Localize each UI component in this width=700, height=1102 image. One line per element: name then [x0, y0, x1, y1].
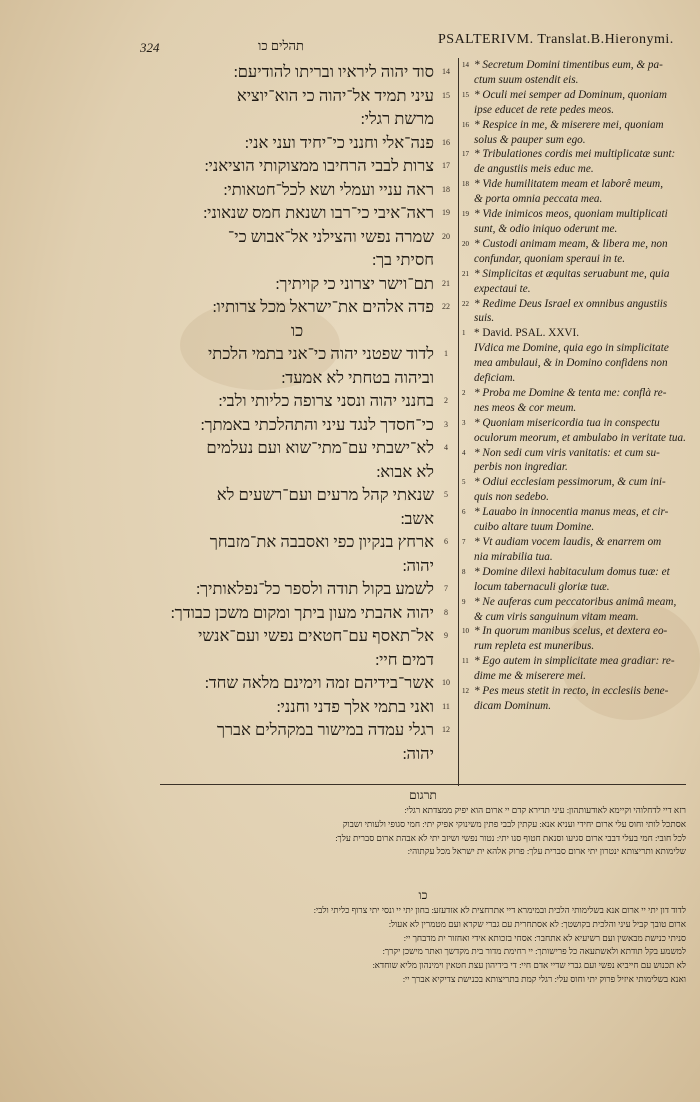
- verse-number: [438, 507, 454, 531]
- latin-verse-number: 6: [462, 508, 466, 517]
- verse-number: 5: [444, 490, 448, 499]
- latin-line: [462, 699, 690, 714]
- hebrew-line: צרות לבבי הרחיבו ממצוקותי הוציאני ׃: [204, 156, 434, 175]
- hebrew-line: שמרה נפשי והצילני אל־אבוש כי־: [227, 226, 434, 246]
- latin-verse-number: 17: [462, 150, 469, 159]
- latin-line: [462, 267, 690, 282]
- latin-verse-number: 9: [462, 597, 466, 606]
- verse-number: 6: [444, 537, 448, 546]
- latin-verse-number: 14: [462, 61, 469, 69]
- hebrew-line: כי־חסדך לנגד עיני והתהלכתי באמתך ׃: [200, 414, 434, 434]
- latin-line-text: perbis non ingrediar.: [474, 461, 568, 474]
- latin-line-text: * Oculi mei semper ad Dominum, quoniam: [474, 88, 667, 101]
- targum-line: ואנא בשלימותי איזיל פרוק יתי וחוס עלי ׃ רגלי קמת בתריצותא בכנישת צדיקיא אברך יי ׃: [402, 973, 686, 984]
- latin-line: [462, 520, 690, 535]
- verse-number: 22: [442, 302, 450, 311]
- latin-line-text: * Ego autem in simplicitate mea gradiar: re-: [474, 655, 675, 668]
- hebrew-line: לדוד שפטני יהוה כי־אני בתמי הלכתי: [207, 344, 434, 363]
- hebrew-line: ארחץ בנקיון כפי ואסבבה את־מזבחך: [209, 532, 434, 551]
- latin-line-text: * Respice in me, & miserere mei, quoniam: [474, 118, 664, 131]
- latin-line: [462, 610, 690, 625]
- latin-running-head: PSALTERIVM. Translat.B.Hieronymi.: [438, 32, 674, 47]
- latin-line-text: * Vide inimicos meos, quoniam multiplicati: [474, 208, 668, 221]
- latin-line-text: ipse educet de rete pedes meos.: [474, 103, 614, 116]
- targum-line: רזא דיי לדחלוהי וקיימא לאודעותהון ׃ עיני תדירא קדם יי ארום הוא יפיק ממצדתא רגלי ׃: [404, 805, 686, 815]
- targum-line: לא תכנוש עם חייביא נפשי ועם גברי שדיי אדם חיי ׃ די בידיהון עצת חטאין וימינהון מליא שוחדא ׃: [372, 960, 686, 971]
- hebrew-line: לשמע בקול תודה ולספר כל־נפלאותיך ׃: [195, 579, 434, 598]
- hebrew-text-column: [160, 60, 434, 780]
- latin-line: [462, 252, 690, 267]
- latin-line: [462, 550, 690, 565]
- folio-number: 324: [140, 40, 160, 55]
- hebrew-line: אשב ׃: [400, 508, 434, 528]
- latin-line-text: & cum viris sanguinum vitam meam.: [474, 610, 639, 623]
- verse-number: [438, 554, 454, 578]
- latin-line-text: de angustiis meis educ me.: [474, 163, 594, 176]
- latin-line: [462, 505, 690, 520]
- verse-number: [438, 366, 454, 390]
- latin-line: [462, 684, 690, 699]
- latin-line-text: confundar, quoniam speraui in te.: [474, 252, 626, 265]
- verse-number: 16: [442, 137, 450, 147]
- latin-line-text: locum tabernaculi gloriæ tuæ.: [474, 580, 610, 593]
- latin-line: [462, 326, 690, 341]
- latin-line: [462, 669, 690, 684]
- latin-line-text: nes meos & cor meum.: [474, 401, 577, 414]
- verse-number: [438, 107, 454, 131]
- latin-verse-number: 4: [462, 448, 466, 457]
- latin-verse-number: 11: [462, 657, 469, 666]
- latin-line-text: nia mirabilia tua.: [474, 550, 553, 563]
- hebrew-line: דמים חיי ׃: [374, 649, 434, 669]
- hebrew-line: סוד יהוה ליראיו ובריתו להודיעם ׃: [233, 62, 434, 81]
- verse-number: [438, 460, 454, 484]
- latin-line: [462, 624, 690, 639]
- latin-line-text: dicam Dominum.: [474, 699, 552, 712]
- latin-line: [462, 222, 690, 237]
- verse-number: 14: [442, 67, 450, 76]
- latin-line-text: * Custodi animam meam, & libera me, non: [474, 237, 668, 250]
- latin-line: [462, 401, 690, 416]
- latin-line: [462, 103, 690, 118]
- latin-line-text: * In quorum manibus scelus, et dextera eo-: [474, 625, 668, 638]
- hebrew-line: יהוה ׃: [402, 743, 434, 763]
- verse-number: 18: [442, 184, 450, 194]
- latin-line: [462, 297, 690, 312]
- latin-line: [462, 341, 690, 356]
- latin-verse-number: 19: [462, 210, 469, 219]
- verse-number: 2: [444, 396, 448, 405]
- hebrew-line: פדה אלהים את־ישראל מכל צרותיו ׃: [212, 297, 434, 316]
- latin-line-text: * Secretum Domini timentibus eum, & pa-: [474, 59, 663, 71]
- latin-line-text: * Quoniam misericordia tua in conspectu: [474, 416, 660, 429]
- latin-line-text: & porta omnia peccata mea.: [474, 193, 603, 206]
- latin-line-text: * Simplicitas et æquitas seruabunt me, quia: [474, 267, 670, 280]
- latin-line-text: quis non sedebo.: [474, 491, 549, 504]
- verse-number: 4: [444, 443, 448, 452]
- latin-line-text: * David. PSAL. XXVI.: [474, 327, 580, 340]
- verse-number: 8: [444, 607, 448, 617]
- verse-number: 9: [444, 631, 448, 640]
- hebrew-line: רגלי עמדה במישור במקהלים אברך: [216, 720, 434, 739]
- hebrew-line: חסיתי בך ׃: [371, 250, 434, 269]
- hebrew-line: שנאתי קהל מרעים ועם־רשעים לא: [216, 485, 434, 504]
- targum-line: לדוד דון יתי יי ארום אנא בשלימותי הלכית ובמימרא דיי אתרחצית לא אזדעזע ׃ בחון יתי יי ונסי יתי צרוף כליתי ולבי ׃: [313, 905, 686, 915]
- latin-verse-number: 18: [462, 180, 469, 189]
- latin-verse-number: 10: [462, 627, 469, 636]
- hebrew-line: מרשת רגלי ׃: [360, 109, 434, 128]
- latin-line-text: suis.: [474, 312, 495, 325]
- latin-verse-number: 8: [462, 567, 466, 576]
- targum-block-2: [160, 904, 686, 987]
- latin-line: [462, 282, 690, 297]
- latin-line-text: cuibo altare tuum Domine.: [474, 521, 595, 534]
- verse-number: 21: [442, 278, 450, 288]
- latin-line: [462, 580, 690, 595]
- targum-top-rule: [160, 784, 686, 785]
- hebrew-line: פנה־אלי וחנני כי־יחיד ועני אני ׃: [244, 132, 434, 152]
- latin-line: [462, 431, 690, 446]
- latin-line-text: * Vt audiam vocem laudis, & enarrem om: [474, 536, 662, 548]
- targum-line: שלימותא ותריצותא ינטרון יתי ארום סברית עלך ׃ פרוק אלהא ית ישראל מכל עקתוהי ׃: [407, 846, 686, 857]
- latin-verse-number: 21: [462, 269, 469, 278]
- verse-number: 20: [442, 231, 450, 241]
- targum-line: ארום טובך קביל עיני והלכית בקושטך ׃ לא אסתחרית עם גברי שקרא ועם מטמרין לא אעול ׃: [388, 918, 686, 929]
- hebrew-line: וביהוה בטחתי לא אמעד ׃: [281, 367, 434, 387]
- targum-block-1: [160, 804, 686, 859]
- latin-line-text: * Non sedi cum viris vanitatis: et cum su-: [474, 446, 660, 459]
- latin-line-text: oculorum meorum, et ambulabo in veritate tua.: [474, 431, 686, 444]
- latin-line-text: * Odiui ecclesiam pessimorum, & cum ini-: [474, 476, 666, 489]
- latin-line-text: rum repleta est muneribus.: [474, 640, 595, 653]
- latin-line-text: * Pes meus stetit in recto, in ecclesiis bene-: [474, 685, 669, 698]
- latin-line: [462, 654, 690, 669]
- latin-line: [462, 595, 690, 610]
- latin-verse-number: 2: [462, 388, 466, 397]
- latin-verse-number: 15: [462, 90, 469, 99]
- verse-number: 17: [442, 161, 450, 170]
- latin-line-text: sunt, & odio iniquo oderunt me.: [474, 222, 618, 235]
- latin-line: [462, 207, 690, 222]
- verse-number: [438, 319, 454, 343]
- latin-line: [462, 118, 690, 133]
- latin-verse-number: 3: [462, 418, 466, 427]
- latin-line: [462, 147, 690, 162]
- latin-line: [462, 237, 690, 252]
- verse-number: [438, 248, 454, 272]
- latin-line: [462, 490, 690, 505]
- latin-line-text: ctum suum ostendit eis.: [474, 73, 579, 86]
- latin-line: [462, 356, 690, 371]
- targum-line: לכל חובי ׃ חמי בעלי דבבי ארום סגיעו וסנאת חטוף סנו יתי ׃ נטור נפשי ושיזב יתי לא אבהת ארום סברית עלך ׃: [335, 832, 686, 843]
- latin-text-column: [462, 58, 690, 714]
- latin-line: [462, 535, 690, 550]
- latin-line-text: * Domine dilexi habitaculum domus tuæ: et: [474, 565, 670, 578]
- latin-line-text: solus & pauper sum ego.: [474, 133, 586, 146]
- latin-line-text: mea ambulaui, & in Domino confidens non: [474, 357, 668, 370]
- latin-line: [462, 416, 690, 431]
- latin-line: [462, 371, 690, 386]
- latin-verse-number: 5: [462, 478, 466, 487]
- targum-line: סניתי כנישת מבאשין ועם רשיעיא לא אתחבר ׃ אסחי בזכותא אידי ואחזור ית מדבחך יי ׃: [403, 932, 686, 943]
- latin-line-text: expectaui te.: [474, 282, 531, 295]
- latin-line: [462, 565, 690, 580]
- latin-line-text: * Proba me Domine & tenta me: conflà re-: [474, 386, 667, 399]
- hebrew-line: לא אבוא ׃: [376, 461, 434, 481]
- verse-number: 12: [442, 725, 450, 734]
- latin-line-text: * Lauabo in innocentia manus meas, et cir-: [474, 506, 669, 519]
- hebrew-line: ראה עניי ועמלי ושא לכל־חטאותי ׃: [223, 179, 434, 199]
- latin-line: [462, 639, 690, 654]
- hebrew-line: עיני תמיד אל־יהוה כי הוא־יוציא: [236, 85, 434, 105]
- latin-line: [462, 446, 690, 461]
- hebrew-line: כו: [290, 320, 304, 340]
- latin-line-text: * Ne auferas cum peccatoribus animâ meam,: [474, 595, 677, 608]
- verse-number: 3: [444, 419, 448, 429]
- verse-number: 10: [442, 678, 450, 687]
- latin-verse-number: 22: [462, 299, 469, 308]
- latin-line: [462, 58, 690, 73]
- verse-number: 19: [442, 208, 450, 217]
- latin-line: [462, 177, 690, 192]
- targum-title: תרגום: [409, 788, 437, 802]
- latin-line-text: * Redime Deus Israel ex omnibus angustiis: [474, 297, 668, 310]
- latin-line: [462, 192, 690, 207]
- latin-line: [462, 88, 690, 103]
- latin-verse-number: 12: [462, 687, 469, 696]
- hebrew-line: ואני בתמי אלך פדני וחנני ׃: [276, 696, 434, 716]
- latin-verse-number: 20: [462, 239, 469, 248]
- verse-number: [438, 742, 454, 766]
- targum-psalm-title: כו: [418, 888, 428, 902]
- hebrew-line: בחנני יהוה ונסני צרופה כליותי ולבי ׃: [218, 391, 434, 410]
- latin-verse-number: 7: [462, 538, 466, 546]
- hebrew-line: יהוה ׃: [402, 555, 434, 575]
- hebrew-running-head: תהלים כו: [258, 38, 304, 53]
- latin-line-text: deficiam.: [474, 372, 516, 385]
- hebrew-line: ראה־איבי כי־רבו ושנאת חמס שנאוני ׃: [203, 203, 434, 222]
- latin-line-text: dime me & miserere mei.: [474, 670, 586, 683]
- targum-line: אסתכל לותי וחוס עלי ארום יחידי ועניא אנא ׃ עקתין לבבי פתין משינוקי אפיק יתי ׃ חמי סגופי ולעותי ושבוק: [342, 818, 686, 829]
- latin-line-text: * Tribulationes cordis mei multiplicatæ sunt:: [474, 148, 676, 161]
- latin-line: [462, 162, 690, 177]
- latin-line-text: IVdica me Domine, quia ego in simplicitate: [474, 342, 669, 355]
- hebrew-line: יהוה אהבתי מעון ביתך ומקום משכן כבודך ׃: [170, 602, 434, 622]
- latin-line: [462, 386, 690, 401]
- verse-number: 11: [442, 701, 450, 711]
- column-divider: [458, 58, 459, 786]
- latin-verse-number: 1: [462, 329, 466, 338]
- targum-line: למשמע בקל תודתא ולאשתעאה כל פרישותך ׃ יי רחימת מדור בית מקדשך ואתר מישכן יקרך ׃: [382, 946, 686, 957]
- latin-line: [462, 475, 690, 490]
- hebrew-line: לא־ישבתי עם־מתי־שוא ועם נעלמים: [206, 438, 434, 457]
- verse-number: [438, 648, 454, 672]
- verse-number-column: [438, 60, 454, 765]
- hebrew-line: אל־תאסף עם־חטאים נפשי ועם־אנשי: [198, 626, 434, 645]
- latin-line: [462, 133, 690, 148]
- latin-line: [462, 311, 690, 326]
- latin-line: [462, 460, 690, 475]
- latin-line: [462, 73, 690, 88]
- latin-line-text: * Vide humilitatem meam et laborê meum,: [474, 178, 664, 191]
- verse-number: 15: [442, 90, 450, 100]
- verse-number: 7: [444, 584, 448, 593]
- verse-number: 1: [444, 349, 448, 358]
- hebrew-line: תם־וישר יצרוני כי קויתיך ׃: [275, 273, 434, 293]
- hebrew-line: אשר־בידיהם זמה וימינם מלאה שחד ׃: [204, 673, 434, 692]
- latin-verse-number: 16: [462, 120, 469, 129]
